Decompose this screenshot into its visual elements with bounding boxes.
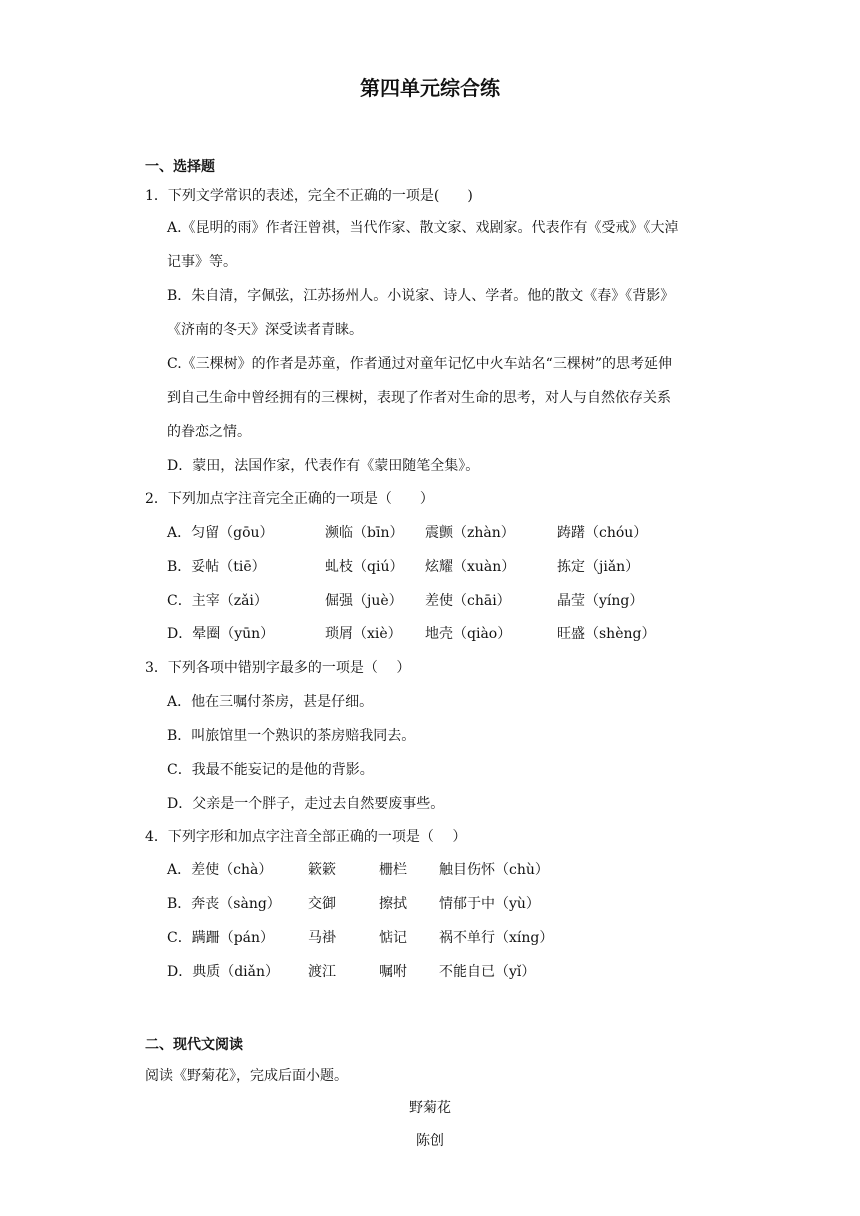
- question-2-option-b: [167, 557, 727, 577]
- option-item: C．蹒跚（pán）: [167, 930, 275, 946]
- article-author: 陈创: [416, 1133, 444, 1149]
- option-item: A．匀留（gōu）: [167, 525, 274, 541]
- article-title: 野菊花: [409, 1100, 451, 1116]
- question-3-option-c: C．我最不能妄记的是他的背影。: [167, 762, 374, 778]
- option-item: 震颤（zhàn）: [425, 525, 515, 541]
- option-item: A．差使（chà）: [167, 862, 273, 878]
- question-3-option-b: B．叫旅馆里一个熟识的茶房赔我同去。: [167, 728, 416, 744]
- question-1-option-a-line1: A.《昆明的雨》作者汪曾祺，当代作家、散文家、戏剧家。代表作有《受戒》《大淖: [167, 220, 679, 236]
- option-item: 擦拭: [379, 896, 407, 912]
- question-1-option-a-line2: 记事》等。: [167, 254, 237, 270]
- option-item: 嘱咐: [379, 964, 407, 980]
- question-3-stem: 3．下列各项中错别字最多的一项是（ ）: [145, 660, 411, 676]
- question-2-stem: 2．下列加点字注音完全正确的一项是（ ）: [145, 491, 434, 507]
- question-4-option-d: [167, 962, 727, 982]
- question-4-stem: 4．下列字形和加点字注音全部正确的一项是（ ）: [145, 829, 467, 845]
- reading-intro: 阅读《野菊花》，完成后面小题。: [145, 1068, 348, 1084]
- question-1-option-b-line2: 《济南的冬天》深受读者青睐。: [167, 322, 363, 338]
- option-item: 拣定（jiǎn）: [557, 559, 640, 575]
- option-item: 簌簌: [308, 862, 336, 878]
- option-item: 虬枝（qiú）: [325, 559, 404, 575]
- option-item: C．主宰（zǎi）: [167, 593, 268, 609]
- section-heading-modern-reading: 二、现代文阅读: [145, 1037, 243, 1053]
- option-item: B．奔丧（sàng）: [167, 896, 281, 912]
- option-item: D．晕圈（yūn）: [167, 626, 275, 642]
- option-item: 不能自已（yǐ）: [439, 964, 536, 980]
- question-3-option-a: A．他在三嘱付茶房，甚是仔细。: [167, 694, 374, 710]
- option-item: D．典质（diǎn）: [167, 964, 280, 980]
- question-1-option-c-line3: 的眷恋之情。: [167, 424, 251, 440]
- option-item: 栅栏: [379, 862, 407, 878]
- question-1-option-c-line1: C.《三棵树》的作者是苏童，作者通过对童年记忆中火车站名“三棵树”的思考延伸: [167, 356, 672, 372]
- question-3-option-d: D．父亲是一个胖子，走过去自然要废事些。: [167, 796, 445, 812]
- option-item: 炫耀（xuàn）: [425, 559, 516, 575]
- question-4-option-b: [167, 894, 727, 914]
- question-4-option-a: [167, 860, 727, 880]
- question-1-option-d: D．蒙田，法国作家，代表作有《蒙田随笔全集》。: [167, 458, 480, 474]
- option-item: 琐屑（xiè）: [325, 626, 402, 642]
- option-item: 交御: [308, 896, 336, 912]
- question-2-option-a: [167, 523, 727, 543]
- option-item: 濒临（bīn）: [325, 525, 404, 541]
- option-item: 晶莹（yíng）: [557, 593, 644, 609]
- option-item: 旺盛（shèng）: [557, 626, 656, 642]
- option-item: B．妥帖（tiē）: [167, 559, 266, 575]
- option-item: 触目伤怀（chù）: [439, 862, 549, 878]
- option-item: 地壳（qiào）: [425, 626, 512, 642]
- question-2-option-d: [167, 624, 727, 644]
- option-item: 倔强（juè）: [325, 593, 403, 609]
- question-1-option-c-line2: 到自己生命中曾经拥有的三棵树，表现了作者对生命的思考，对人与自然依存关系: [167, 390, 671, 406]
- option-item: 祸不单行（xíng）: [439, 930, 554, 946]
- document-title: 第四单元综合练: [360, 76, 500, 100]
- question-1-stem: 1．下列文学常识的表述，完全不正确的一项是( ): [145, 188, 473, 204]
- option-item: 情郁于中（yù）: [439, 896, 540, 912]
- section-heading-multiple-choice: 一、选择题: [145, 159, 215, 175]
- option-item: 踌躇（chóu）: [557, 525, 648, 541]
- question-1-option-b-line1: B．朱自清，字佩弦，江苏扬州人。小说家、诗人、学者。他的散文《春》《背影》: [167, 288, 675, 304]
- option-item: 马褂: [308, 930, 336, 946]
- question-2-option-c: [167, 591, 727, 611]
- question-4-option-c: [167, 928, 727, 948]
- option-item: 渡江: [308, 964, 336, 980]
- option-item: 惦记: [379, 930, 407, 946]
- option-item: 差使（chāi）: [425, 593, 511, 609]
